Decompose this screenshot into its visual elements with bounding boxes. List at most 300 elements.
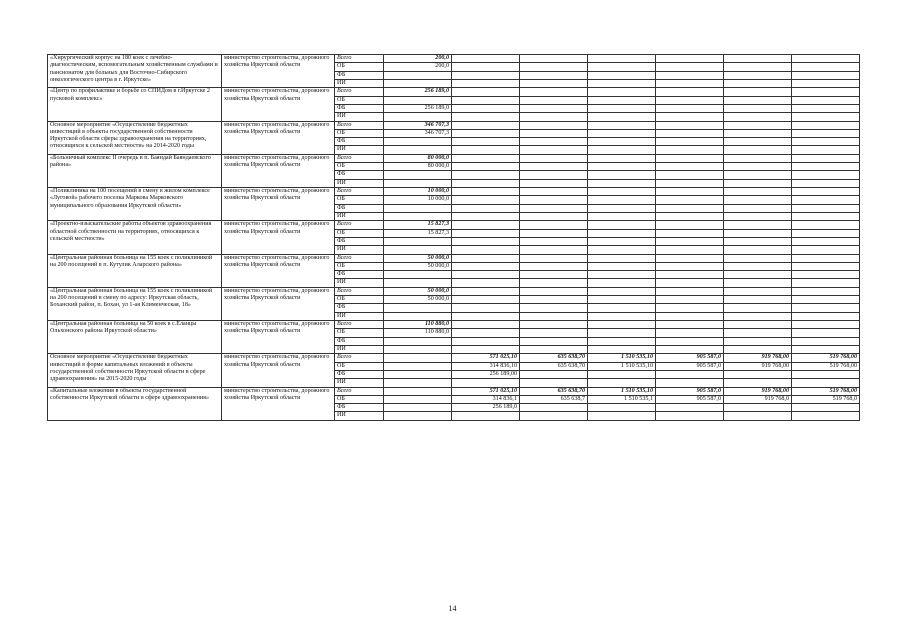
table-row bbox=[48, 254, 860, 262]
value-cell bbox=[452, 88, 520, 96]
value-cell: 15 827,3 bbox=[384, 229, 452, 237]
value-cell bbox=[588, 279, 656, 287]
value-cell: 200,0 bbox=[384, 55, 452, 63]
value-cell: 256 189,0 bbox=[452, 404, 520, 412]
value-cell bbox=[656, 229, 724, 237]
value-cell bbox=[656, 287, 724, 295]
value-cell bbox=[656, 204, 724, 212]
value-cell bbox=[588, 237, 656, 245]
value-cell bbox=[452, 296, 520, 304]
value-cell bbox=[384, 362, 452, 370]
value-cell bbox=[520, 379, 588, 387]
value-cell bbox=[656, 221, 724, 229]
value-cell bbox=[656, 262, 724, 270]
row-name: «Капитальные вложения в объекты государственной собственности Иркутской области в сфере здравоохранения» bbox=[48, 387, 222, 420]
value-cell bbox=[792, 370, 860, 378]
value-cell bbox=[656, 279, 724, 287]
value-cell bbox=[588, 104, 656, 112]
value-cell bbox=[656, 88, 724, 96]
value-cell bbox=[588, 254, 656, 262]
value-cell bbox=[724, 96, 792, 104]
value-cell bbox=[724, 370, 792, 378]
value-cell bbox=[452, 321, 520, 329]
value-cell bbox=[520, 312, 588, 320]
source-label: ФБ bbox=[335, 237, 384, 245]
value-cell: 571 025,10 bbox=[452, 387, 520, 395]
value-cell bbox=[520, 271, 588, 279]
value-cell bbox=[792, 146, 860, 154]
value-cell bbox=[384, 279, 452, 287]
value-cell bbox=[452, 229, 520, 237]
row-name: «Проектно-изыскательские работы объектов здравоохранения областной собственности на территориях, относящихся к сельской местности» bbox=[48, 221, 222, 254]
value-cell bbox=[520, 71, 588, 79]
value-cell bbox=[792, 246, 860, 254]
source-label: Всего bbox=[335, 154, 384, 162]
value-cell bbox=[452, 412, 520, 420]
value-cell bbox=[792, 104, 860, 112]
value-cell bbox=[520, 279, 588, 287]
value-cell bbox=[384, 354, 452, 362]
value-cell bbox=[520, 154, 588, 162]
value-cell bbox=[656, 55, 724, 63]
value-cell bbox=[452, 79, 520, 87]
value-cell bbox=[520, 138, 588, 146]
row-name: «Центральная районная больница на 155 коек с поликлиникой на 200 посещений в п. Кутулик Аларского района» bbox=[48, 254, 222, 287]
value-cell: 110 880,0 bbox=[384, 329, 452, 337]
value-cell bbox=[792, 404, 860, 412]
value-cell bbox=[588, 121, 656, 129]
value-cell bbox=[588, 55, 656, 63]
source-label: Всего bbox=[335, 321, 384, 329]
value-cell bbox=[588, 212, 656, 220]
source-label: ИИ bbox=[335, 146, 384, 154]
value-cell: 635 638,7 bbox=[520, 395, 588, 403]
value-cell bbox=[520, 296, 588, 304]
value-cell bbox=[792, 63, 860, 71]
value-cell bbox=[520, 237, 588, 245]
row-executor: министерство строительства, дорожного хозяйства Иркутской области bbox=[222, 55, 335, 88]
value-cell bbox=[656, 321, 724, 329]
value-cell: 905 587,0 bbox=[656, 362, 724, 370]
value-cell bbox=[384, 370, 452, 378]
value-cell: 346 707,3 bbox=[384, 129, 452, 137]
value-cell bbox=[792, 345, 860, 353]
value-cell bbox=[656, 154, 724, 162]
row-name: «Центр по профилактике и борьбе со СПИДом в г.Иркутске 2 пусковой комплекс» bbox=[48, 88, 222, 121]
value-cell bbox=[452, 104, 520, 112]
row-executor: министерство строительства, дорожного хозяйства Иркутской области bbox=[222, 321, 335, 354]
source-label: ИИ bbox=[335, 345, 384, 353]
value-cell bbox=[588, 404, 656, 412]
value-cell bbox=[520, 337, 588, 345]
source-label: Всего bbox=[335, 221, 384, 229]
value-cell bbox=[588, 287, 656, 295]
value-cell bbox=[656, 404, 724, 412]
source-label: ИИ bbox=[335, 246, 384, 254]
value-cell bbox=[792, 237, 860, 245]
source-label: ФБ bbox=[335, 204, 384, 212]
value-cell bbox=[792, 96, 860, 104]
value-cell bbox=[724, 138, 792, 146]
value-cell bbox=[656, 79, 724, 87]
value-cell bbox=[452, 345, 520, 353]
value-cell bbox=[792, 138, 860, 146]
value-cell: 519 768,00 bbox=[792, 354, 860, 362]
value-cell bbox=[588, 163, 656, 171]
value-cell bbox=[656, 71, 724, 79]
value-cell: 519 768,0 bbox=[792, 395, 860, 403]
value-cell bbox=[520, 113, 588, 121]
value-cell bbox=[792, 221, 860, 229]
value-cell bbox=[588, 196, 656, 204]
source-label: Всего bbox=[335, 88, 384, 96]
value-cell bbox=[588, 370, 656, 378]
value-cell: 1 510 535,1 bbox=[588, 395, 656, 403]
value-cell bbox=[520, 412, 588, 420]
row-name: «Поликлиника на 100 посещений в смену в жилом комплексе «Луговой» рабочего поселка Маркова Марковского муниципального образования Иркутской области» bbox=[48, 188, 222, 221]
value-cell: 519 768,00 bbox=[792, 362, 860, 370]
value-cell bbox=[792, 254, 860, 262]
table-row bbox=[48, 321, 860, 329]
value-cell bbox=[792, 163, 860, 171]
value-cell bbox=[520, 129, 588, 137]
value-cell bbox=[452, 55, 520, 63]
source-label: ФБ bbox=[335, 171, 384, 179]
value-cell bbox=[656, 63, 724, 71]
value-cell bbox=[588, 154, 656, 162]
source-label: ОБ bbox=[335, 129, 384, 137]
value-cell bbox=[520, 179, 588, 187]
value-cell bbox=[724, 262, 792, 270]
value-cell bbox=[588, 246, 656, 254]
value-cell bbox=[724, 304, 792, 312]
value-cell bbox=[792, 229, 860, 237]
value-cell bbox=[724, 296, 792, 304]
value-cell bbox=[452, 262, 520, 270]
value-cell bbox=[520, 262, 588, 270]
value-cell bbox=[588, 329, 656, 337]
value-cell bbox=[452, 121, 520, 129]
value-cell bbox=[792, 79, 860, 87]
value-cell: 519 768,00 bbox=[792, 387, 860, 395]
value-cell bbox=[656, 237, 724, 245]
value-cell bbox=[792, 55, 860, 63]
value-cell bbox=[520, 121, 588, 129]
value-cell: 15 827,3 bbox=[384, 221, 452, 229]
source-label: ОБ bbox=[335, 395, 384, 403]
value-cell bbox=[384, 79, 452, 87]
value-cell bbox=[452, 146, 520, 154]
value-cell bbox=[656, 146, 724, 154]
value-cell bbox=[792, 279, 860, 287]
value-cell bbox=[724, 154, 792, 162]
value-cell bbox=[588, 63, 656, 71]
value-cell bbox=[792, 121, 860, 129]
value-cell bbox=[792, 129, 860, 137]
value-cell bbox=[724, 104, 792, 112]
value-cell bbox=[792, 337, 860, 345]
source-label: Всего bbox=[335, 287, 384, 295]
source-label: Всего bbox=[335, 55, 384, 63]
value-cell bbox=[520, 221, 588, 229]
value-cell: 256 189,00 bbox=[452, 370, 520, 378]
source-label: Всего bbox=[335, 188, 384, 196]
row-executor: министерство строительства, дорожного хозяйства Иркутской области bbox=[222, 188, 335, 221]
value-cell bbox=[452, 312, 520, 320]
value-cell bbox=[520, 55, 588, 63]
value-cell bbox=[520, 204, 588, 212]
value-cell bbox=[384, 237, 452, 245]
source-label: ОБ bbox=[335, 362, 384, 370]
value-cell: 1 510 535,10 bbox=[588, 362, 656, 370]
value-cell bbox=[724, 271, 792, 279]
value-cell bbox=[792, 296, 860, 304]
value-cell: 314 836,10 bbox=[452, 362, 520, 370]
source-label: ИИ bbox=[335, 279, 384, 287]
value-cell bbox=[792, 271, 860, 279]
row-executor: министерство строительства, дорожного хозяйства Иркутской области bbox=[222, 287, 335, 320]
value-cell bbox=[724, 129, 792, 137]
value-cell bbox=[452, 337, 520, 345]
value-cell bbox=[384, 96, 452, 104]
value-cell: 905 587,0 bbox=[656, 387, 724, 395]
value-cell: 1 510 535,10 bbox=[588, 387, 656, 395]
value-cell bbox=[656, 412, 724, 420]
table-row bbox=[48, 55, 860, 63]
value-cell bbox=[656, 129, 724, 137]
value-cell bbox=[520, 229, 588, 237]
value-cell bbox=[792, 188, 860, 196]
source-label: ИИ bbox=[335, 412, 384, 420]
value-cell bbox=[792, 312, 860, 320]
value-cell bbox=[452, 96, 520, 104]
table-row bbox=[48, 287, 860, 295]
value-cell bbox=[452, 246, 520, 254]
value-cell bbox=[452, 221, 520, 229]
value-cell bbox=[792, 287, 860, 295]
value-cell bbox=[724, 237, 792, 245]
value-cell bbox=[520, 212, 588, 220]
value-cell bbox=[656, 329, 724, 337]
row-name: Основное мероприятие «Осуществление бюджетных инвестиций в форме капитальных вложений в объекты государственной собственности Иркутской области в сфере здравоохранения» на 2015-2020 годы bbox=[48, 354, 222, 387]
value-cell bbox=[588, 271, 656, 279]
value-cell bbox=[452, 163, 520, 171]
value-cell bbox=[588, 304, 656, 312]
value-cell: 200,0 bbox=[384, 63, 452, 71]
value-cell bbox=[724, 212, 792, 220]
row-name: Основное мероприятие «Осуществление бюджетных инвестиций в объекты государственной собственности Иркутской области сферы здравоохранения на территориях, относящихся к сельской местности» на 2014-2020 годы bbox=[48, 121, 222, 154]
source-label: Всего bbox=[335, 121, 384, 129]
value-cell bbox=[384, 379, 452, 387]
value-cell bbox=[520, 196, 588, 204]
row-executor: министерство строительства, дорожного хозяйства Иркутской области bbox=[222, 254, 335, 287]
value-cell bbox=[724, 254, 792, 262]
value-cell bbox=[384, 138, 452, 146]
table-row bbox=[48, 154, 860, 162]
value-cell bbox=[384, 337, 452, 345]
value-cell bbox=[724, 312, 792, 320]
value-cell bbox=[520, 79, 588, 87]
value-cell bbox=[384, 113, 452, 121]
value-cell bbox=[384, 412, 452, 420]
source-label: Всего bbox=[335, 354, 384, 362]
row-name: «Центральная районная больница на 50 коек в с.Еланцы Ольхонского района Иркутской области» bbox=[48, 321, 222, 354]
value-cell: 314 836,1 bbox=[452, 395, 520, 403]
table-row bbox=[48, 354, 860, 362]
source-label: ФБ bbox=[335, 404, 384, 412]
budget-table bbox=[47, 54, 860, 421]
value-cell bbox=[588, 204, 656, 212]
value-cell bbox=[656, 188, 724, 196]
value-cell bbox=[792, 71, 860, 79]
value-cell bbox=[452, 304, 520, 312]
value-cell bbox=[520, 287, 588, 295]
value-cell bbox=[452, 196, 520, 204]
page-number: 14 bbox=[448, 604, 457, 613]
row-name: «Больничный комплекс II очередь в п. Баяндай Баяндаевского района» bbox=[48, 154, 222, 187]
value-cell bbox=[656, 246, 724, 254]
value-cell bbox=[656, 379, 724, 387]
value-cell bbox=[588, 262, 656, 270]
value-cell bbox=[520, 329, 588, 337]
table-row bbox=[48, 188, 860, 196]
row-executor: министерство строительства, дорожного хозяйства Иркутской области bbox=[222, 221, 335, 254]
value-cell bbox=[452, 113, 520, 121]
value-cell bbox=[384, 71, 452, 79]
value-cell bbox=[588, 88, 656, 96]
value-cell bbox=[520, 254, 588, 262]
value-cell bbox=[520, 146, 588, 154]
source-label: ИИ bbox=[335, 79, 384, 87]
value-cell bbox=[724, 71, 792, 79]
row-executor: министерство строительства, дорожного хозяйства Иркутской области bbox=[222, 154, 335, 187]
value-cell: 919 768,0 bbox=[724, 395, 792, 403]
value-cell: 635 638,70 bbox=[520, 387, 588, 395]
value-cell bbox=[724, 379, 792, 387]
source-label: ИИ bbox=[335, 379, 384, 387]
value-cell bbox=[588, 321, 656, 329]
source-label: ФБ bbox=[335, 271, 384, 279]
value-cell bbox=[656, 96, 724, 104]
value-cell bbox=[724, 196, 792, 204]
row-name: «Хирургический корпус на 180 коек с лечебно-диагностическим, вспомогательным хозяйственным службами и пансионатом для больных для Восточно-Сибирского онкологического центра в г. Иркутске» bbox=[48, 55, 222, 88]
value-cell bbox=[656, 337, 724, 345]
value-cell bbox=[792, 204, 860, 212]
value-cell bbox=[792, 171, 860, 179]
value-cell bbox=[588, 188, 656, 196]
value-cell bbox=[452, 179, 520, 187]
value-cell bbox=[384, 304, 452, 312]
row-executor: министерство строительства, дорожного хозяйства Иркутской области bbox=[222, 88, 335, 121]
value-cell bbox=[724, 412, 792, 420]
value-cell: 256 189,0 bbox=[384, 104, 452, 112]
value-cell bbox=[452, 212, 520, 220]
row-name: «Центральная районная больница на 155 коек с поликлиникой на 200 посещений в смену по адресу: Иркутская область, Боханский район, п. Бохан, ул 1-ая Клименческая, 18» bbox=[48, 287, 222, 320]
source-label: ИИ bbox=[335, 113, 384, 121]
value-cell bbox=[452, 138, 520, 146]
source-label: ИИ bbox=[335, 312, 384, 320]
value-cell: 919 768,00 bbox=[724, 354, 792, 362]
value-cell bbox=[656, 296, 724, 304]
row-executor: министерство строительства, дорожного хозяйства Иркутской области bbox=[222, 354, 335, 387]
value-cell bbox=[452, 188, 520, 196]
source-label: ОБ bbox=[335, 163, 384, 171]
value-cell: 905 587,0 bbox=[656, 354, 724, 362]
value-cell: 571 025,10 bbox=[452, 354, 520, 362]
value-cell bbox=[452, 204, 520, 212]
value-cell: 1 510 535,10 bbox=[588, 354, 656, 362]
value-cell bbox=[452, 71, 520, 79]
value-cell: 10 000,0 bbox=[384, 188, 452, 196]
value-cell bbox=[588, 129, 656, 137]
value-cell bbox=[520, 404, 588, 412]
value-cell bbox=[792, 113, 860, 121]
value-cell bbox=[452, 63, 520, 71]
source-label: ФБ bbox=[335, 71, 384, 79]
source-label: ОБ bbox=[335, 329, 384, 337]
value-cell bbox=[724, 121, 792, 129]
value-cell bbox=[724, 79, 792, 87]
value-cell bbox=[520, 88, 588, 96]
value-cell bbox=[520, 188, 588, 196]
value-cell bbox=[792, 379, 860, 387]
value-cell bbox=[452, 279, 520, 287]
value-cell bbox=[588, 379, 656, 387]
value-cell bbox=[452, 129, 520, 137]
value-cell bbox=[452, 237, 520, 245]
source-label: ФБ bbox=[335, 138, 384, 146]
value-cell bbox=[384, 171, 452, 179]
source-label: ИИ bbox=[335, 179, 384, 187]
value-cell bbox=[792, 262, 860, 270]
value-cell bbox=[452, 271, 520, 279]
source-label: ОБ bbox=[335, 229, 384, 237]
source-label: ФБ bbox=[335, 337, 384, 345]
value-cell bbox=[724, 337, 792, 345]
value-cell bbox=[656, 163, 724, 171]
value-cell bbox=[452, 287, 520, 295]
source-label: ОБ bbox=[335, 296, 384, 304]
value-cell bbox=[384, 246, 452, 254]
value-cell bbox=[656, 370, 724, 378]
value-cell bbox=[724, 279, 792, 287]
value-cell bbox=[384, 395, 452, 403]
value-cell bbox=[792, 304, 860, 312]
value-cell bbox=[724, 146, 792, 154]
value-cell bbox=[588, 412, 656, 420]
value-cell bbox=[588, 221, 656, 229]
value-cell bbox=[384, 312, 452, 320]
value-cell bbox=[588, 296, 656, 304]
value-cell: 919 768,00 bbox=[724, 387, 792, 395]
value-cell bbox=[520, 104, 588, 112]
value-cell bbox=[656, 196, 724, 204]
value-cell bbox=[520, 345, 588, 353]
value-cell bbox=[724, 229, 792, 237]
value-cell bbox=[588, 179, 656, 187]
value-cell bbox=[588, 113, 656, 121]
source-label: Всего bbox=[335, 254, 384, 262]
value-cell: 256 189,0 bbox=[384, 88, 452, 96]
value-cell bbox=[656, 271, 724, 279]
value-cell: 346 707,3 bbox=[384, 121, 452, 129]
table-row bbox=[48, 221, 860, 229]
value-cell bbox=[792, 154, 860, 162]
row-executor: министерство строительства, дорожного хозяйства Иркутской области bbox=[222, 121, 335, 154]
value-cell bbox=[520, 321, 588, 329]
value-cell bbox=[520, 304, 588, 312]
value-cell bbox=[588, 138, 656, 146]
